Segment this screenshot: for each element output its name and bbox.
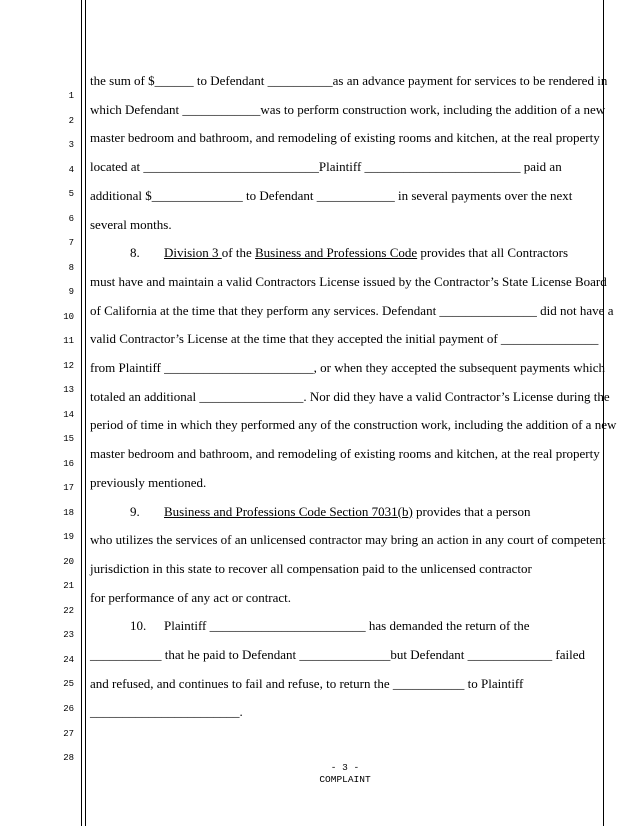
text-line <box>90 96 605 125</box>
text-line <box>90 641 585 670</box>
text-line <box>90 297 613 326</box>
line-number: 18 <box>63 507 74 518</box>
text-run: of the <box>221 245 256 261</box>
text-run: the sum of $______ to Defendant __________as an advance payment for services to be rendered in <box>90 73 608 88</box>
text-run: master bedroom and bathroom, and remodeling of existing rooms and kitchen, at the real property <box>90 130 600 146</box>
text-run: valid Contractor’s License at the time that they accepted the initial payment of _______________ <box>90 331 599 347</box>
text-run: for performance of any act or contract. <box>90 589 292 605</box>
line-number: 21 <box>63 581 74 592</box>
text-run: and refused, and continues to fail and refuse, to return the ___________ to Plaintiff <box>90 675 524 691</box>
text-line <box>90 698 243 727</box>
text-run: from Plaintiff _______________________, or when they accepted the subsequent payments which <box>90 360 605 375</box>
line-number: 2 <box>68 115 74 126</box>
line-number: 12 <box>63 360 74 371</box>
underlined-citation: Division 3 <box>164 245 222 261</box>
line-number: 5 <box>68 189 74 200</box>
text-line <box>90 153 562 182</box>
line-number: 3 <box>68 140 74 151</box>
line-number: 27 <box>63 728 74 739</box>
text-run: of California at the time that they perform any services. Defendant _______________ did not have a <box>90 302 614 318</box>
line-number: 19 <box>63 532 74 543</box>
line-number: 4 <box>68 164 74 175</box>
text-line <box>90 555 532 584</box>
line-number: 6 <box>68 213 74 224</box>
line-number: 9 <box>68 287 74 298</box>
page-footer <box>290 762 400 786</box>
text-line <box>90 469 206 498</box>
text-run: located at ___________________________Plaintiff ________________________ paid an <box>90 159 562 175</box>
line-number: 22 <box>63 605 74 616</box>
document-title: COMPLAINT <box>319 774 371 785</box>
page-number: - 3 - <box>330 762 360 773</box>
text-line <box>90 268 607 297</box>
text-line <box>90 383 610 412</box>
line-number: 28 <box>63 753 74 764</box>
text-run: must have and maintain a valid Contractors License issued by the Contractor’s State License Board <box>90 273 607 289</box>
text-line <box>90 211 172 240</box>
line-number: 14 <box>63 409 74 420</box>
text-run: who utilizes the services of an unlicensed contractor may bring an action in any court of competent <box>90 532 606 548</box>
text-line <box>90 67 607 96</box>
text-line <box>90 325 598 354</box>
line-number: 20 <box>63 556 74 567</box>
text-line <box>90 182 572 211</box>
line-number: 8 <box>68 262 74 273</box>
line-number: 24 <box>63 654 74 665</box>
line-number: 10 <box>63 311 74 322</box>
text-line <box>90 239 568 268</box>
line-number: 13 <box>63 385 74 396</box>
left-margin-rule-outer <box>81 0 82 826</box>
text-run: _______________________. <box>90 704 243 720</box>
line-number: 26 <box>63 704 74 714</box>
text-run: additional $______________ to Defendant ____________ in several payments over the next <box>90 187 573 203</box>
paragraph-number: 10. <box>130 618 147 634</box>
text-line <box>90 584 291 613</box>
text-run: period of time in which they performed any of the construction work, including the addition of a new <box>90 417 617 433</box>
text-run: ___________ that he paid to Defendant ______________but Defendant _____________ failed <box>90 647 585 662</box>
text-run: previously mentioned. <box>90 474 207 490</box>
line-number: 11 <box>63 336 74 347</box>
text-run: several months. <box>90 216 172 232</box>
text-run: totaled an additional ________________. Nor did they have a valid Contractor’s License during the <box>90 388 610 404</box>
text-run: which Defendant ____________was to perform construction work, including the addition of a new <box>90 101 606 117</box>
left-margin-rule-inner <box>85 0 86 826</box>
text-run: Plaintiff ________________________ has demanded the return of the <box>164 618 530 634</box>
text-run: provides that a person <box>412 503 531 519</box>
text-run: provides that all Contractors <box>417 245 569 261</box>
text-line <box>90 612 530 641</box>
line-number: 16 <box>63 458 74 469</box>
paragraph-number: 8. <box>130 245 140 261</box>
line-number: 15 <box>63 434 74 445</box>
paragraph-number: 9. <box>130 503 140 519</box>
text-line <box>90 440 600 469</box>
text-run: jurisdiction in this state to recover all compensation paid to the unlicensed contractor <box>90 560 532 576</box>
underlined-citation: Business and Professions Code Section 7031(b) <box>164 503 413 519</box>
line-number: 7 <box>68 238 74 249</box>
text-run: master bedroom and bathroom, and remodeling of existing rooms and kitchen, at the real property <box>90 446 600 462</box>
line-number: 1 <box>68 91 74 101</box>
line-number: 23 <box>63 630 74 641</box>
text-line <box>90 124 600 153</box>
line-number: 17 <box>63 483 74 494</box>
text-line <box>90 526 606 555</box>
text-line <box>90 670 523 699</box>
line-number: 25 <box>63 679 74 690</box>
text-line <box>90 411 616 440</box>
underlined-citation: Business and Professions Code <box>255 245 418 261</box>
text-line <box>90 498 531 527</box>
text-line <box>90 354 605 383</box>
